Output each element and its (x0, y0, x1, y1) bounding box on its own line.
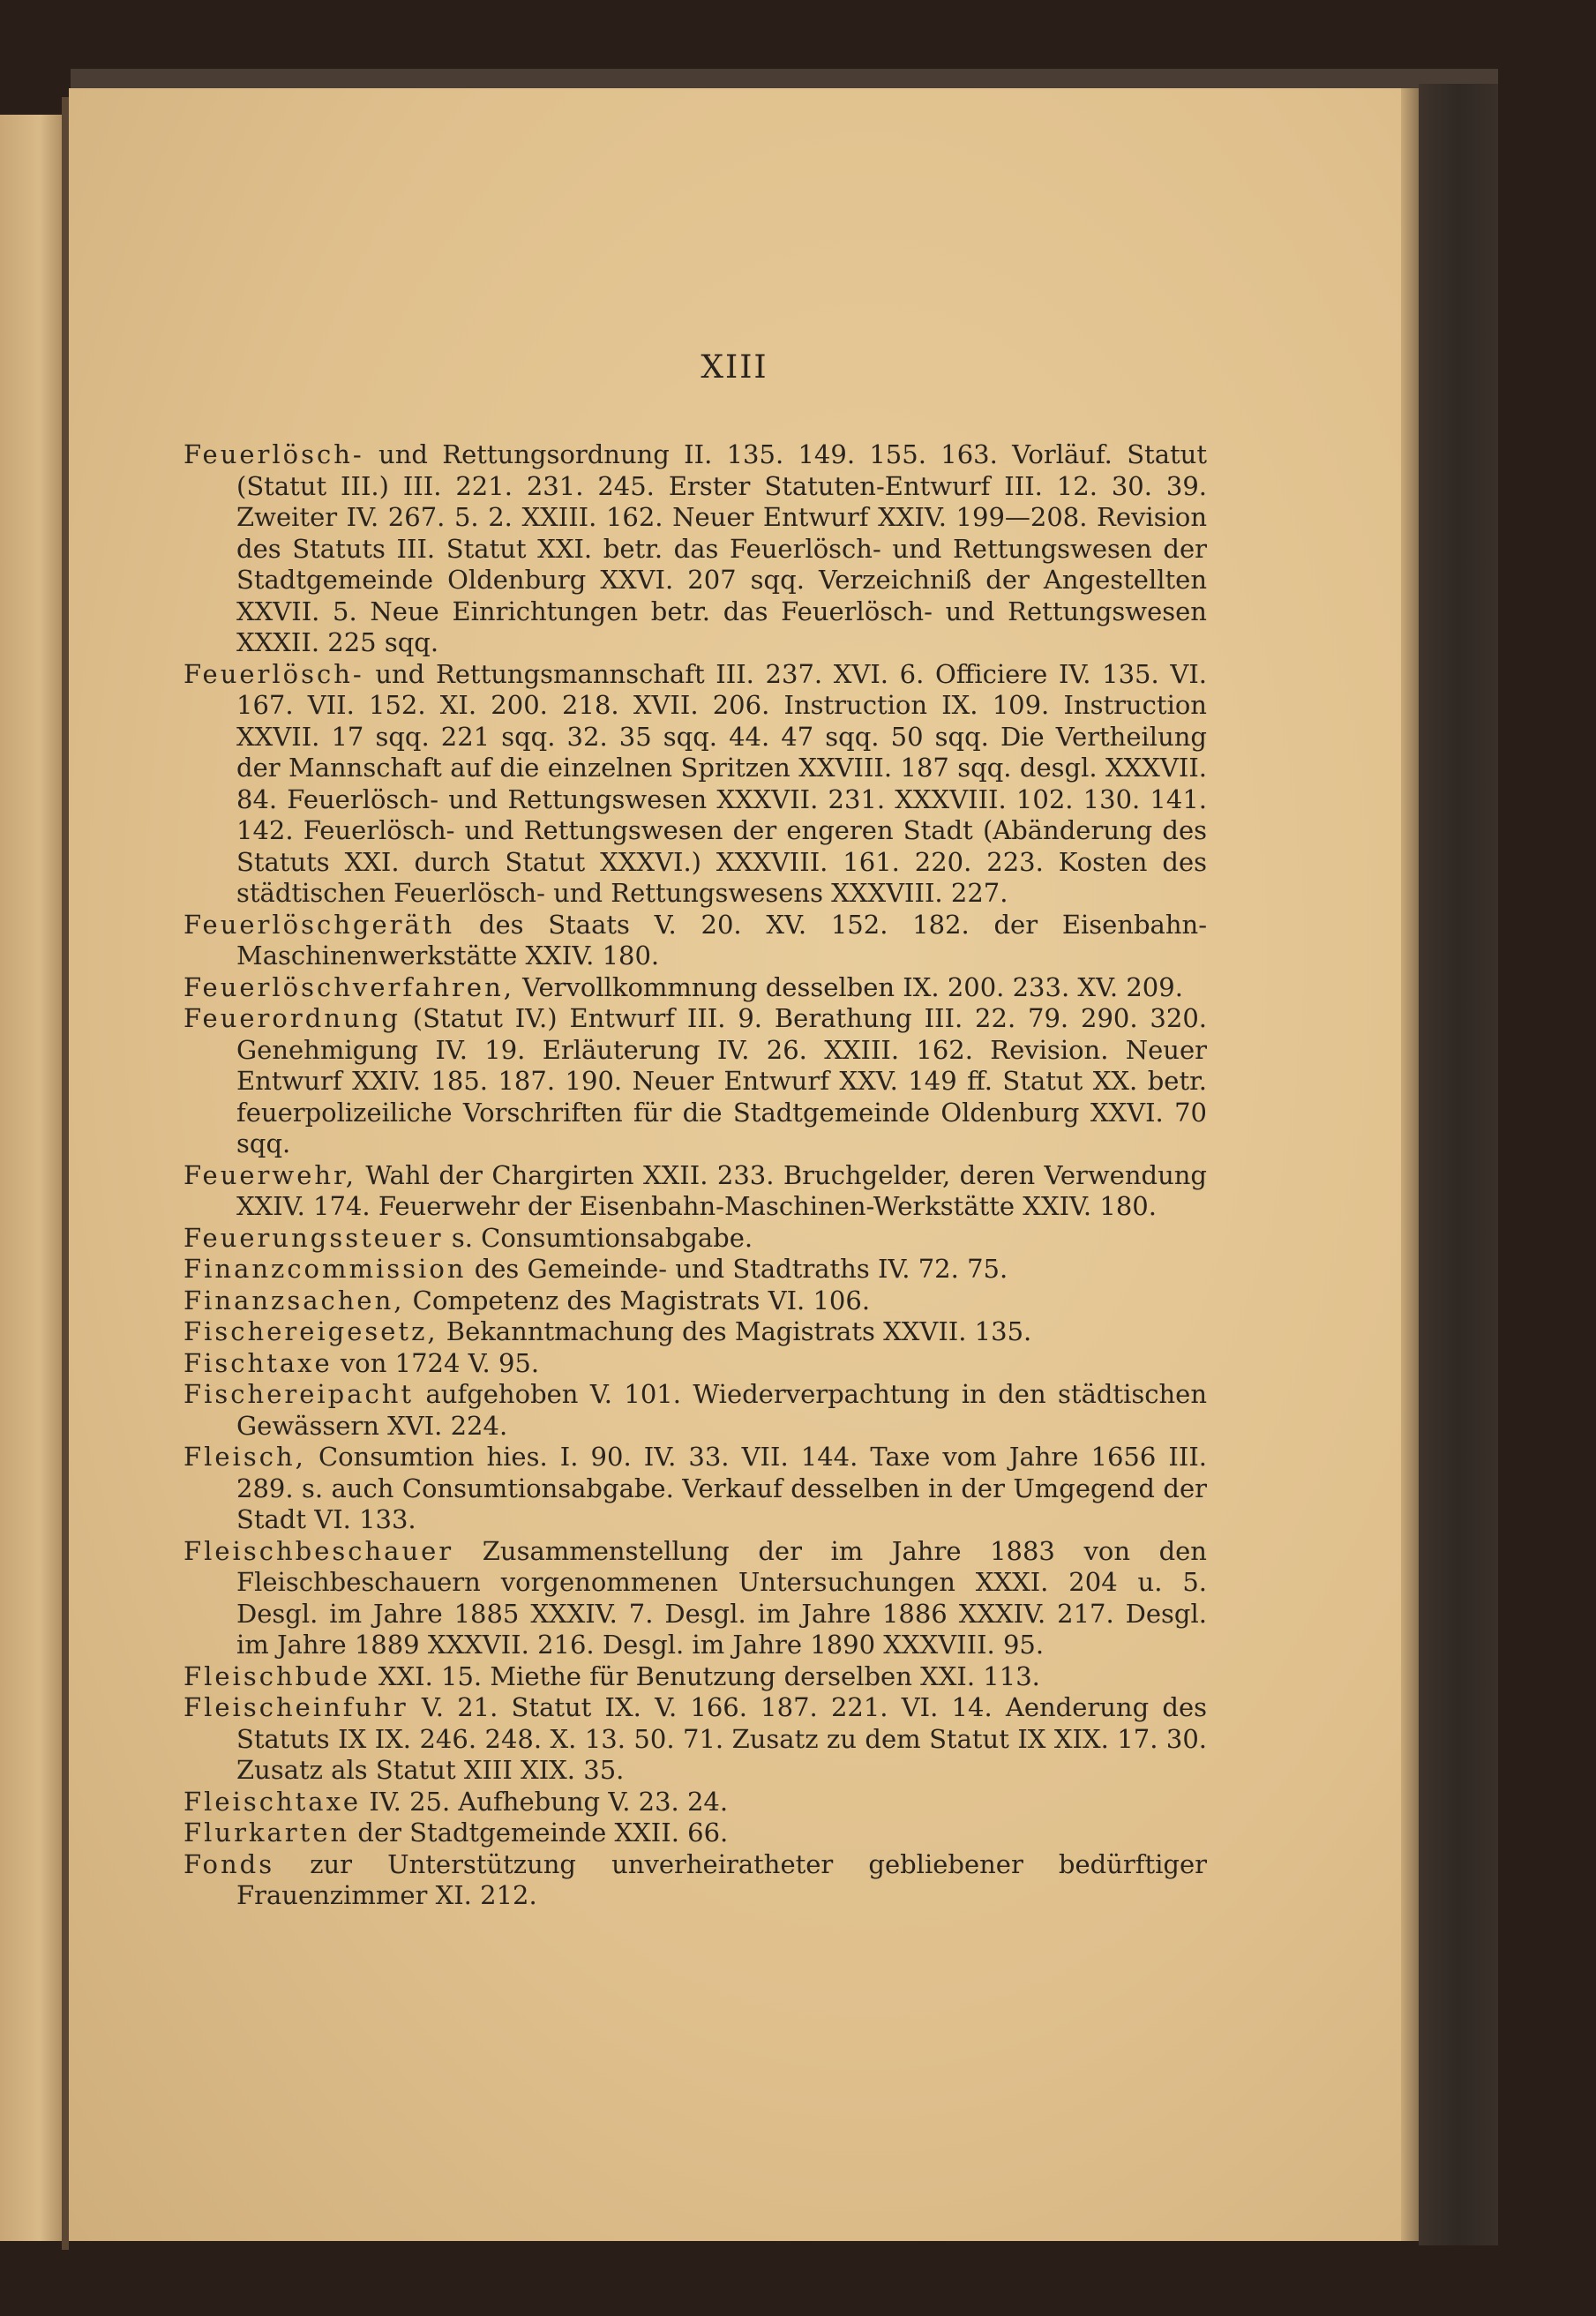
page-fore-edge (1401, 88, 1419, 2241)
entry-lemma: Feuerlösch- (184, 439, 364, 469)
entry-text: V. 21. Statut IX. V. 166. 187. 221. VI. 14. Aenderung des Statuts IX IX. 246. 248. X. 13. 50. 71. Zusatz zu dem Statut IX XIX. 17. 30. Zusatz als Statut XIII XIX. 35. (236, 1692, 1207, 1785)
entry-lemma: Feuerordnung (184, 1003, 401, 1033)
entry-text: Consumtion hies. I. 90. IV. 33. VII. 144. Taxe vom Jahre 1656 III. 289. s. auch Consumtionsabgabe. Verkauf desselben in der Umgegend der Stadt VI. 133. (236, 1442, 1207, 1534)
index-entry (184, 1316, 1207, 1348)
index-entry (184, 910, 1207, 972)
entry-lemma: Finanzcommission (184, 1254, 467, 1284)
book-gutter (62, 97, 69, 2250)
index-entry (184, 1285, 1207, 1317)
entry-lemma: Finanzsachen, (184, 1285, 405, 1315)
entry-lemma: Feuerungssteuer (184, 1222, 444, 1253)
entry-lemma: Flurkarten (184, 1818, 350, 1848)
entry-lemma: Fleisch, (184, 1442, 306, 1472)
index-entry (184, 1818, 1207, 1849)
index-entries (184, 439, 1207, 1912)
index-entry (184, 1254, 1207, 1285)
entry-text: Vervollkommnung desselben IX. 200. 233. XV. 209. (513, 971, 1183, 1002)
entry-lemma: Feuerlöschgeräth (184, 909, 455, 940)
index-entry (184, 439, 1207, 659)
index-entry (184, 1849, 1207, 1912)
entry-text: IV. 25. Aufhebung V. 23. 24. (361, 1786, 729, 1817)
index-entry (184, 1536, 1207, 1661)
index-entry (184, 1003, 1207, 1160)
entry-lemma: Fischtaxe (184, 1347, 333, 1378)
index-entry (184, 1223, 1207, 1255)
index-entry (184, 1379, 1207, 1442)
entry-text: (Statut IV.) Entwurf III. 9. Berathung III. 22. 79. 290. 320. Genehmigung IV. 19. Erläuterung IV. 26. XXIII. 162. Revision. Neuer Entwurf XXIV. 185. 187. 190. Neuer Entwurf XXV. 149 ff. Statut XX. betr. feuerpolizeiliche Vorschriften für die Stadtgemeinde Oldenburg XXVI. 70 sqq. (236, 1003, 1207, 1158)
entry-text: s. Consumtionsabgabe. (443, 1222, 753, 1253)
entry-text: XXI. 15. Miethe für Benutzung derselben XXI. 113. (370, 1660, 1040, 1691)
entry-lemma: Feuerlöschverfahren, (184, 971, 514, 1002)
entry-text: Wahl der Chargirten XXII. 233. Bruchgelder, deren Verwendung XXIV. 174. Feuerwehr der Eisenbahn-Maschinen-Werkstätte XXIV. 180. (236, 1159, 1207, 1221)
index-entry (184, 972, 1207, 1004)
entry-lemma: Fischereigesetz, (184, 1316, 438, 1346)
index-entry (184, 1442, 1207, 1536)
book-cover-board (1419, 84, 1498, 2245)
entry-text: von 1724 V. 95. (332, 1347, 540, 1378)
index-entry (184, 1692, 1207, 1787)
index-entry (184, 1787, 1207, 1818)
index-entry (184, 659, 1207, 910)
left-page-edge (0, 115, 66, 2241)
entry-lemma: Feuerlösch- (184, 658, 364, 689)
entry-text: Competenz des Magistrats VI. 106. (404, 1285, 871, 1315)
entry-text: Zusammenstellung der im Jahre 1883 von den Fleischbeschauern vorgenommenen Untersuchungen XXXI. 204 u. 5. Desgl. im Jahre 1885 XXXIV. 7. Desgl. im Jahre 1886 XXXIV. 217. Desgl. im Jahre 1889 XXXVII. 216. Desgl. im Jahre 1890 XXXVIII. 95. (236, 1535, 1207, 1660)
index-page (69, 88, 1401, 2241)
entry-lemma: Fischereipacht (184, 1379, 415, 1409)
entry-text: der Stadtgemeinde XXII. 66. (349, 1818, 729, 1848)
entry-text: des Gemeinde- und Stadtraths IV. 72. 75. (466, 1254, 1008, 1284)
entry-text: und Rettungsmannschaft III. 237. XVI. 6. Officiere IV. 135. VI. 167. VII. 152. XI. 200. 218. XVII. 206. Instruction IX. 109. Instruction XXVII. 17 sqq. 221 sqq. 32. 35 sqq. 44. 47 sqq. 50 sqq. Die Vertheilung der Mannschaft auf die einzelnen Spritzen XXVIII. 187 sqq. desgl. XXXVII. 84. Feuerlösch- und Rettungswesen XXXVII. 231. XXXVIII. 102. 130. 141. 142. Feuerlösch- und Rettungswesen der engeren Stadt (Abänderung des Statuts XXI. durch Statut XXXVI.) XXXVIII. 161. 220. 223. Kosten des städtischen Feuerlösch- und Rettungswesens XXXVIII. 227. (236, 658, 1207, 908)
entry-lemma: Fonds (184, 1848, 275, 1879)
entry-lemma: Fleischbude (184, 1660, 371, 1691)
entry-text: zur Unterstützung unverheiratheter gebliebener bedürftiger Frauenzimmer XI. 212. (236, 1848, 1207, 1910)
index-entry (184, 1661, 1207, 1693)
entry-text: Bekanntmachung des Magistrats XXVII. 135. (438, 1316, 1032, 1346)
entry-lemma: Fleischeinfuhr (184, 1692, 408, 1722)
index-entry (184, 1348, 1207, 1380)
page-number: XIII (701, 349, 768, 386)
entry-lemma: Fleischbeschauer (184, 1535, 454, 1566)
entry-text: des Staats V. 20. XV. 152. 182. der Eisenbahn-Maschinenwerkstätte XXIV. 180. (236, 909, 1207, 971)
index-entry (184, 1160, 1207, 1223)
entry-lemma: Fleischtaxe (184, 1786, 362, 1817)
entry-lemma: Feuerwehr, (184, 1159, 356, 1190)
entry-text: und Rettungsordnung II. 135. 149. 155. 163. Vorläuf. Statut (Statut III.) III. 221. 231. 245. Erster Statuten-Entwurf III. 12. 30. 39. Zweiter IV. 267. 5. 2. XXIII. 162. Neuer Entwurf XXIV. 199—208. Revision des Statuts III. Statut XXI. betr. das Feuerlösch- und Rettungswesen der Stadtgemeinde Oldenburg XXVI. 207 sqq. Verzeichniß der Angestellten XXVII. 5. Neue Einrichtungen betr. das Feuerlösch- und Rettungswesen XXXII. 225 sqq. (236, 439, 1207, 657)
entry-text: aufgehoben V. 101. Wiederverpachtung in den städtischen Gewässern XVI. 224. (236, 1379, 1207, 1441)
book-cover-top (71, 69, 1498, 90)
